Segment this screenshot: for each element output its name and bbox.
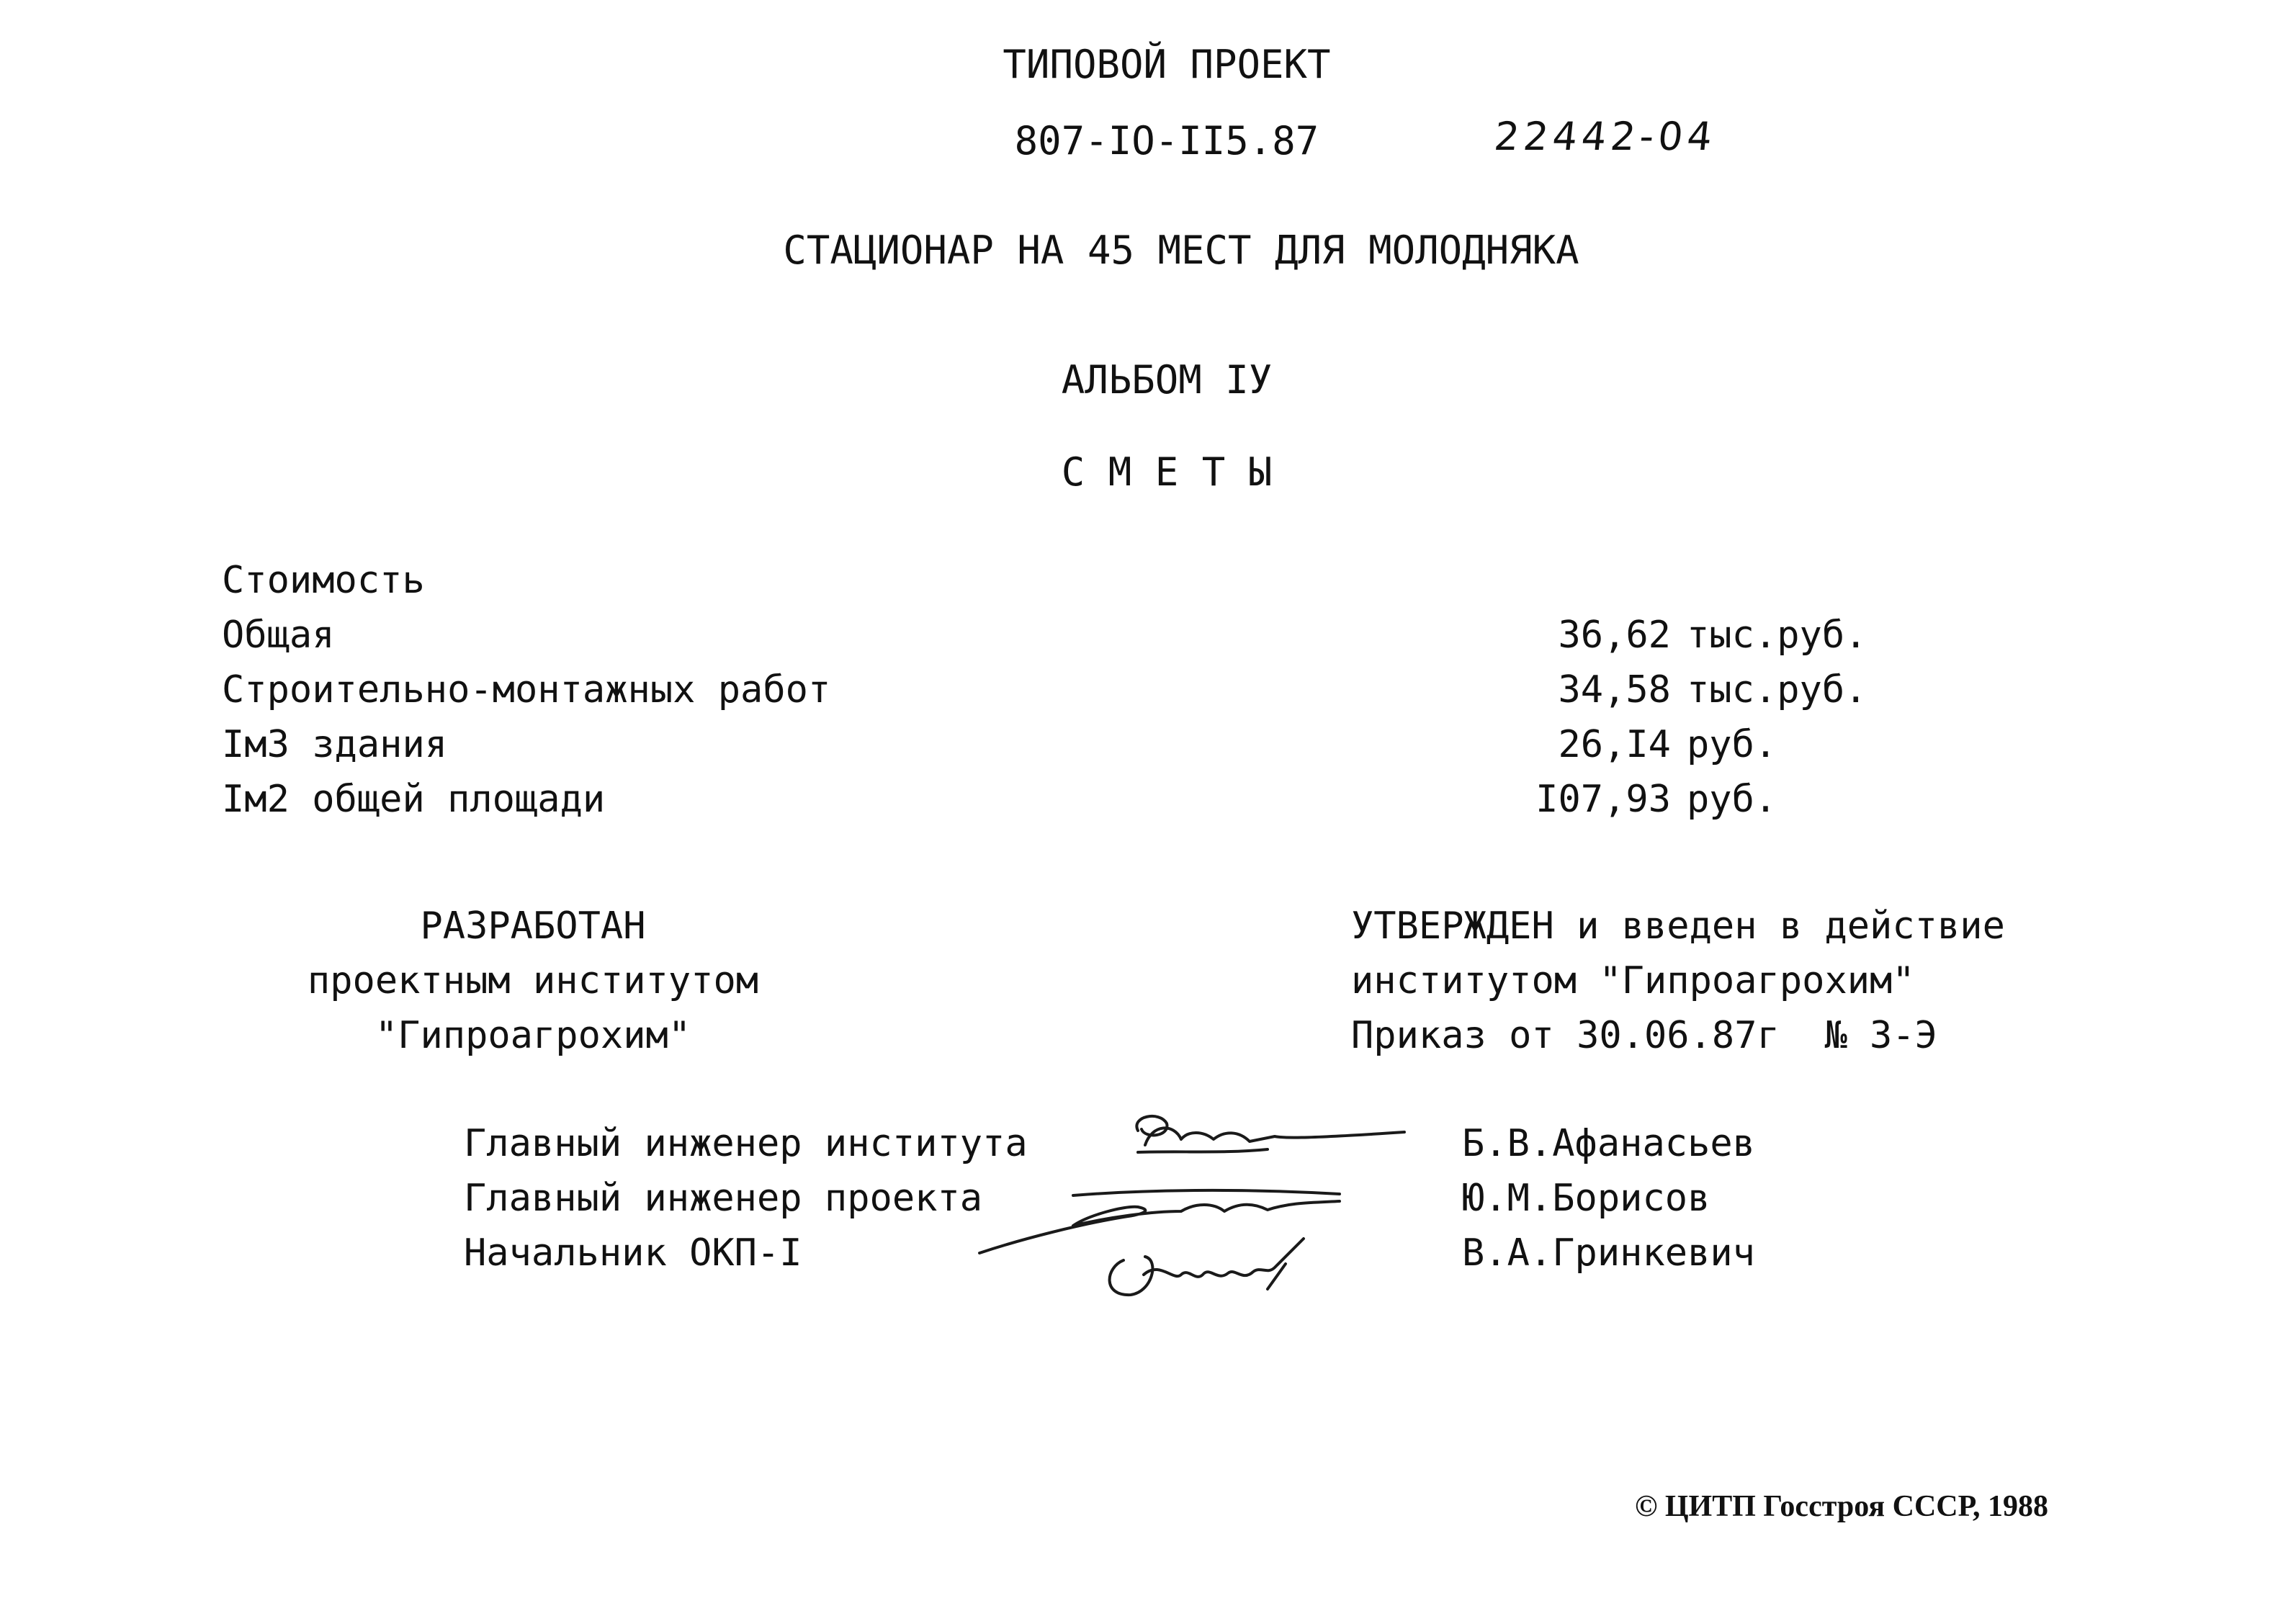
- copyright-notice: © ЦИТП Госстроя СССР, 1988: [1635, 1490, 2049, 1523]
- cost-unit: тыс.руб.: [1687, 668, 1867, 712]
- signatory-name: В.А.Гринкевич: [1462, 1231, 1755, 1275]
- cost-value: 26,I4: [1558, 723, 1671, 766]
- inventory-number: 22442-04: [1492, 114, 1719, 159]
- signatory-position: Главный инженер института: [464, 1122, 1028, 1165]
- cost-unit: тыс.руб.: [1687, 614, 1867, 657]
- cost-unit: руб.: [1687, 723, 1777, 766]
- developed-heading: РАЗРАБОТАН: [420, 904, 646, 948]
- approved-institute: институтом "Гипроагрохим": [1351, 959, 1915, 1002]
- signature-3: [1110, 1239, 1304, 1295]
- cost-value: 34,58: [1558, 668, 1671, 712]
- album-number: АЛЬБОМ IУ: [1061, 357, 1273, 403]
- cost-label: Строительно-монтажных работ: [222, 668, 831, 712]
- approved-heading: УТВЕРЖДЕН и введен в действие: [1351, 904, 2005, 948]
- cost-value: 36,62: [1558, 614, 1671, 657]
- cost-unit: руб.: [1687, 778, 1777, 821]
- album-subject: С М Е Т Ы: [1061, 449, 1273, 495]
- cost-heading: Стоимость: [222, 559, 425, 602]
- developed-institute-name: "Гипроагрохим": [375, 1014, 691, 1057]
- cost-value: I07,93: [1535, 778, 1671, 821]
- project-title: СТАЦИОНАР НА 45 МЕСТ ДЛЯ МОЛОДНЯКА: [783, 228, 1579, 273]
- signatory-name: Ю.М.Борисов: [1462, 1177, 1710, 1220]
- project-type: ТИПОВОЙ ПРОЕКТ: [1003, 42, 1331, 87]
- signature-2: [979, 1190, 1340, 1253]
- developed-institute: проектным институтом: [307, 959, 759, 1002]
- signatory-position: Главный инженер проекта: [464, 1177, 983, 1220]
- cost-label: Iм3 здания: [222, 723, 448, 766]
- signatory-name: Б.В.Афанасьев: [1462, 1122, 1755, 1165]
- cost-label: Общая: [222, 614, 335, 657]
- handwritten-signatures: [965, 1102, 1426, 1318]
- signature-1: [1136, 1116, 1404, 1145]
- signatory-position: Начальник ОКП-I: [464, 1231, 802, 1275]
- project-code: 807-IO-II5.87: [1014, 118, 1319, 163]
- approved-order: Приказ от 30.06.87г № 3-Э: [1351, 1014, 1937, 1057]
- signature-1-underline: [1138, 1149, 1268, 1152]
- cost-label: Iм2 общей площади: [222, 778, 606, 821]
